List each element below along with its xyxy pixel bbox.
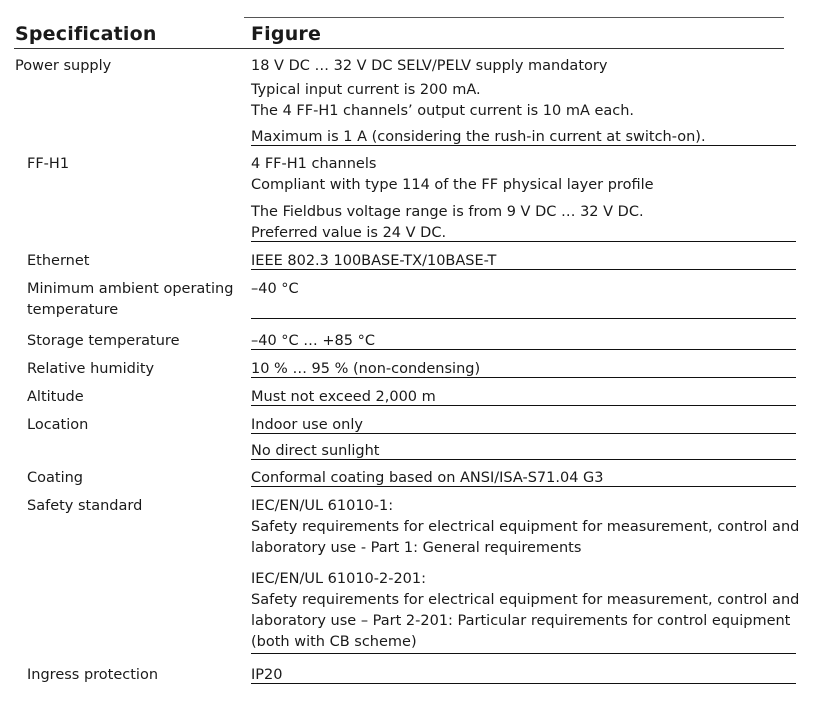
safety-line: IEC/EN/UL 61010-2-201: [251, 571, 427, 587]
row-divider [251, 349, 796, 350]
row-label-ethernet: Ethernet [27, 253, 90, 269]
coating-line: Conformal coating based on ANSI/ISA-S71.04 G3 [251, 470, 604, 486]
column-header-figure: Figure [251, 23, 322, 45]
location-line: No direct sunlight [251, 443, 380, 459]
row-label-altitude: Altitude [27, 389, 84, 405]
ethernet-line: IEEE 802.3 100BASE-TX/10BASE-T [251, 253, 497, 269]
row-divider [251, 405, 796, 406]
power-supply-line: 18 V DC … 32 V DC SELV/PELV supply mandatory [251, 58, 608, 74]
row-label-power-supply: Power supply [15, 58, 112, 74]
ff-h1-value-1 [251, 154, 796, 196]
storage-temp-line: –40 °C … +85 °C [251, 333, 375, 349]
row-divider [251, 683, 796, 684]
row-divider [251, 269, 796, 270]
min-temp-line: –40 °C [251, 281, 299, 297]
power-supply-line: Typical input current is 200 mA. [251, 82, 481, 98]
humidity-line: 10 % … 95 % (non-condensing) [251, 361, 481, 377]
safety-line: (both with CB scheme) [251, 634, 417, 650]
min-temp-value [251, 279, 796, 300]
ff-h1-line: Compliant with type 114 of the FF physical layer profile [251, 177, 654, 193]
row-label-safety-standard: Safety standard [27, 498, 143, 514]
ingress-line: IP20 [251, 667, 283, 683]
safety-value-2 [251, 569, 800, 653]
row-label-relative-humidity: Relative humidity [27, 361, 155, 377]
label-line: temperature [27, 302, 119, 318]
ff-h1-line: 4 FF-H1 channels [251, 156, 377, 172]
row-divider [251, 486, 796, 487]
safety-line: laboratory use – Part 2-201: Particular requirements for control equipment [251, 613, 791, 629]
ff-h1-line: Preferred value is 24 V DC. [251, 225, 447, 241]
row-divider [251, 145, 796, 146]
row-label-coating: Coating [27, 470, 83, 486]
row-label-storage-temperature: Storage temperature [27, 333, 180, 349]
row-label-ff-h1: FF-H1 [27, 156, 70, 172]
power-supply-line: Maximum is 1 A (considering the rush-in current at switch-on). [251, 129, 706, 145]
row-divider [251, 377, 796, 378]
label-line: Minimum ambient operating [27, 281, 234, 297]
location-line: Indoor use only [251, 417, 363, 433]
safety-line: Safety requirements for electrical equipment for measurement, control and [251, 592, 800, 608]
row-divider [251, 433, 796, 434]
ff-h1-line: The Fieldbus voltage range is from 9 V DC … 32 V DC. [251, 204, 644, 220]
altitude-line: Must not exceed 2,000 m [251, 389, 436, 405]
top-rule [244, 17, 784, 18]
row-divider [251, 653, 796, 654]
row-divider [251, 241, 796, 242]
safety-line: laboratory use - Part 1: General requirements [251, 540, 582, 556]
ff-h1-value-2 [251, 202, 796, 244]
safety-value-1 [251, 496, 800, 559]
row-divider [251, 318, 796, 319]
safety-line: Safety requirements for electrical equipment for measurement, control and [251, 519, 800, 535]
header-rule [14, 48, 784, 49]
row-label-ingress-protection: Ingress protection [27, 667, 159, 683]
power-supply-value-1 [251, 56, 796, 77]
power-supply-line: The 4 FF-H1 channels’ output current is 10 mA each. [251, 103, 635, 119]
row-label-min-ambient-temperature [27, 279, 233, 321]
row-divider [251, 459, 796, 460]
row-label-location: Location [27, 417, 89, 433]
power-supply-value-2 [251, 80, 796, 122]
safety-line: IEC/EN/UL 61010-1: [251, 498, 394, 514]
column-header-specification: Specification [15, 23, 157, 45]
